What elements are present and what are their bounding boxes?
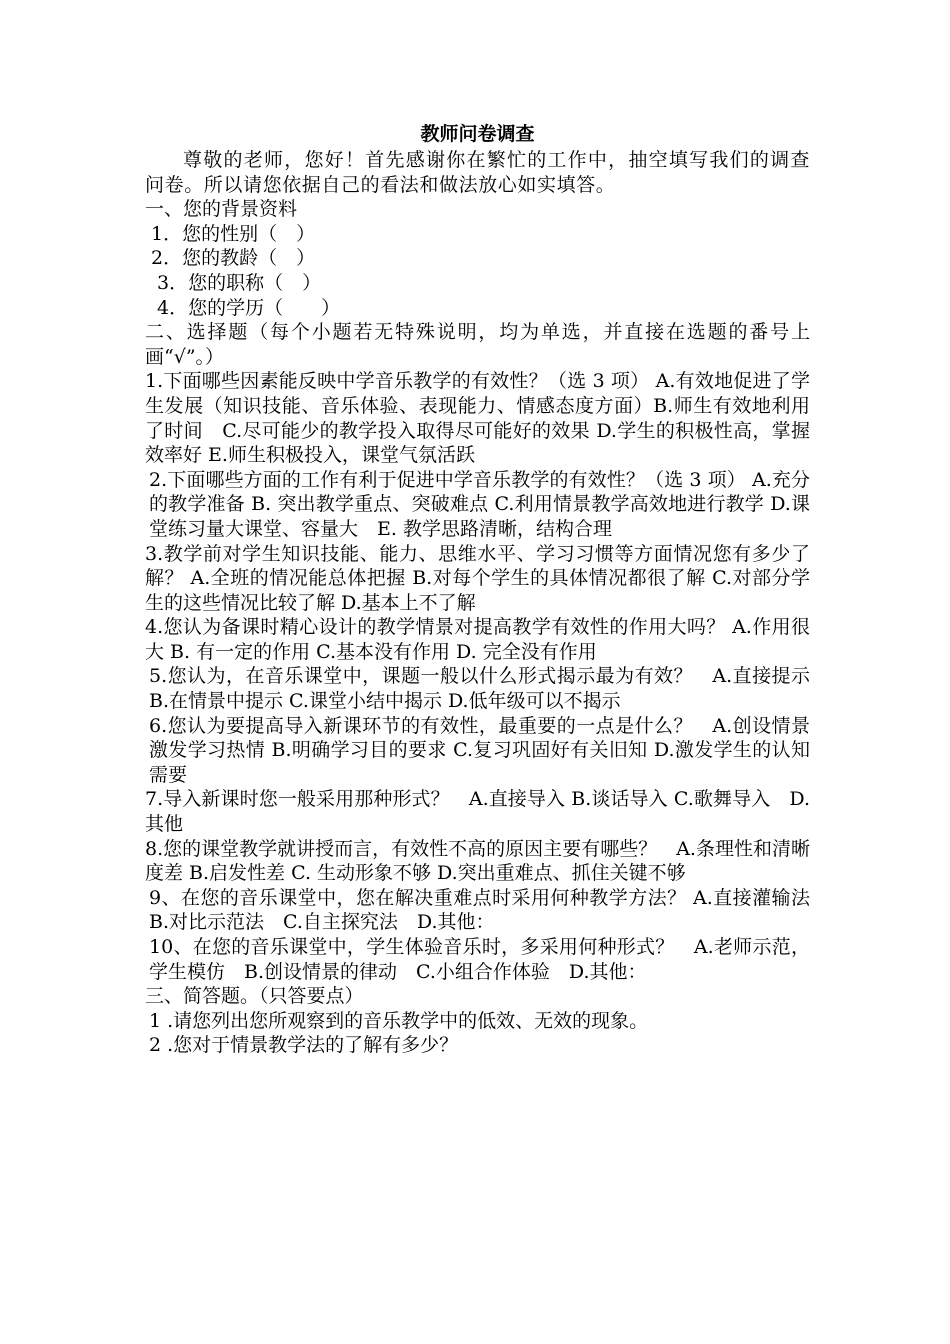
- background-item-title: 3．您的职称（ ）: [157, 271, 322, 294]
- section1-heading: 一、您的背景资料: [145, 198, 298, 221]
- question-10: 10、在您的音乐课堂中，学生体验音乐时，多采用何种形式？ A.老师示范，学生模仿 B.创设情景的律动 C.小组合作体验 D.其他：: [149, 936, 810, 983]
- background-item-gender: 1．您的性别（ ）: [151, 222, 316, 245]
- page-title: 教师问卷调查: [420, 123, 535, 145]
- short-answer-1: 1 .请您列出您所观察到的音乐教学中的低效、无效的现象。: [149, 1009, 649, 1032]
- question-9: 9、在您的音乐课堂中，您在解决重难点时采用何种教学方法？ A.直接灌输法 B.对比示范法 C.自主探究法 D.其他：: [149, 886, 830, 934]
- questionnaire-page: [145, 122, 830, 1058]
- question-8: 8.您的课堂教学就讲授而言，有效性不高的原因主要有哪些？ A.条理性和清晰度差 B.启发性差 C. 生动形象不够 D.突出重难点、抓住关键不够: [145, 837, 810, 885]
- intro-paragraph: 尊敬的老师，您好！首先感谢你在繁忙的工作中，抽空填写我们的调查问卷。所以请您依据自己的看法和做法放心如实填答。: [145, 149, 810, 196]
- question-1: 1.下面哪些因素能反映中学音乐教学的有效性？（选 3 项） A.有效地促进了学生发展（知识技能、音乐体验、表现能力、情感态度方面）B.师生有效地利用了时间 C.尽可能少的教学投入取得尽可能好的效果 D.学生的积极性高，掌握效率好 E.师生积极投入，课堂气氛活跃: [145, 370, 810, 467]
- question-4: 4.您认为备课时精心设计的教学情景对提高教学有效性的作用大吗？ A.作用很大 B. 有一定的作用 C.基本没有作用 D. 完全没有作用: [145, 616, 810, 663]
- background-item-teaching-years: 2．您的教龄（ ）: [151, 247, 316, 270]
- short-answer-2: 2 .您对于情景教学法的了解有多少？: [149, 1034, 459, 1057]
- background-item-education: 4．您的学历（ ）: [157, 296, 341, 319]
- question-6: 6.您认为要提高导入新课环节的有效性，最重要的一点是什么？ A.创设情景激发学习热情 B.明确学习目的要求 C.复习巩固好有关旧知 D.激发学生的认知需要: [149, 714, 810, 786]
- section3-heading: 三、简答题。（只答要点）: [145, 985, 364, 1008]
- question-5: 5.您认为，在音乐课堂中，课题一般以什么形式揭示最为有效？ A.直接提示 B.在情景中提示 C.课堂小结中揭示 D.低年级可以不揭示: [149, 665, 810, 713]
- section2-heading: 二、选择题（每个小题若无特殊说明，均为单选，并直接在选题的番号上画“√”。）: [145, 321, 810, 368]
- question-2: 2.下面哪些方面的工作有利于促进中学音乐教学的有效性？（选 3 项） A.充分的教学准备 B. 突出教学重点、突破难点 C.利用情景教学高效地进行教学 D.课堂练习量大课堂、容量大 E. 教学思路清晰，结构合理: [149, 468, 810, 540]
- question-3: 3.教学前对学生知识技能、能力、思维水平、学习习惯等方面情况您有多少了解？ A.全班的情况能总体把握 B.对每个学生的具体情况都很了解 C.对部分学生的这些情况比较了解 D.基本上不了解: [145, 542, 810, 614]
- question-7: 7.导入新课时您一般采用那种形式？ A.直接导入 B.谈话导入 C.歌舞导入 D.其他: [145, 788, 810, 836]
